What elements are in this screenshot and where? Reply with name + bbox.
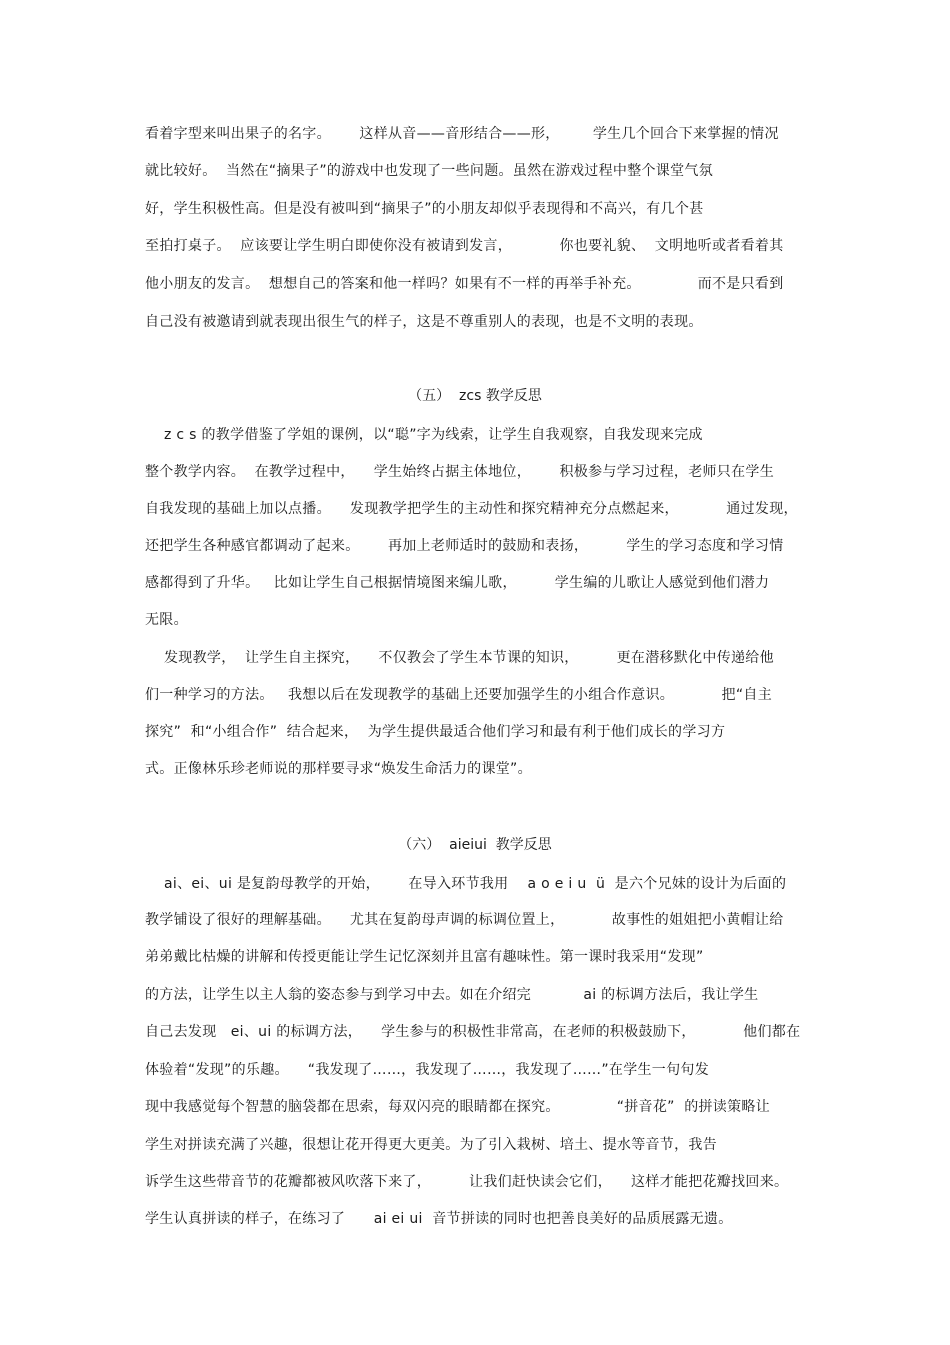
text-line: 还把学生各种感官都调动了起来。 再加上老师适时的鼓励和表扬， 学生的学习态度和学习情 <box>145 538 784 554</box>
text-line: 教学铺设了很好的理解基础。 尤其在复韵母声调的标调位置上， 故事性的姐姐把小黄帽让给 <box>145 912 784 928</box>
text-line: 就比较好。 当然在“摘果子”的游戏中也发现了一些问题。虽然在游戏过程中整个课堂气氛 <box>145 163 714 179</box>
text-line: 们一种学习的方法。 我想以后在发现教学的基础上还要加强学生的小组合作意识。 把“自主 <box>145 687 773 703</box>
text-line: 诉学生这些带音节的花瓣都被风吹落下来了， 让我们赶快读会它们， 这样才能把花瓣找回来。 <box>145 1174 789 1190</box>
text-line: 看着字型来叫出果子的名字。 这样从音——音形结合——形， 学生几个回合下来掌握的情况 <box>145 126 779 142</box>
section-heading-five: （五） zcs 教学反思 <box>408 388 542 404</box>
text-line: 自我发现的基础上加以点播。 发现教学把学生的主动性和探究精神充分点燃起来， 通过发现， <box>145 501 798 517</box>
text-line: 自己没有被邀请到就表现出很生气的样子，这是不尊重别人的表现，也是不文明的表现。 <box>145 314 703 330</box>
text-line: 他小朋友的发言。 想想自己的答案和他一样吗？如果有不一样的再举手补充。 而不是只看到 <box>145 276 784 292</box>
text-line: z c s 的教学借鉴了学姐的课例，以“聪”字为线索，让学生自我观察，自我发现来完成 <box>145 427 703 443</box>
text-line: 发现教学， 让学生自主探究， 不仅教会了学生本节课的知识， 更在潜移默化中传递给他 <box>145 650 774 666</box>
text-line: 无限。 <box>145 612 188 628</box>
text-line: ai、ei、ui 是复韵母教学的开始， 在导入环节我用 a o e i u ü 是六个兄妹的设计为后面的 <box>145 876 787 892</box>
section-heading-six: （六） aieiui 教学反思 <box>398 837 552 853</box>
text-line: 弟弟戴比枯燥的讲解和传授更能让学生记忆深刻并且富有趣味性。第一课时我采用“发现” <box>145 949 704 965</box>
text-line: 至拍打桌子。 应该要让学生明白即使你没有被请到发言， 你也要礼貌、 文明地听或者看着其 <box>145 238 784 254</box>
text-line: 学生对拼读充满了兴趣，很想让花开得更大更美。为了引入栽树、培土、提水等音节，我告 <box>145 1137 717 1153</box>
text-line: 好，学生积极性高。但是没有被叫到“摘果子”的小朋友却似乎表现得和不高兴，有几个甚 <box>145 201 704 217</box>
text-line: 自己去发现 ei、ui 的标调方法， 学生参与的积极性非常高，在老师的积极鼓励下， 他们都在 <box>145 1024 801 1040</box>
text-line: 式。正像林乐珍老师说的那样要寻求“焕发生命活力的课堂”。 <box>145 761 532 777</box>
text-line: 的方法，让学生以主人翁的姿态参与到学习中去。如在介绍完 ai 的标调方法后，我让学生 <box>145 987 759 1003</box>
text-line: 整个教学内容。 在教学过程中， 学生始终占据主体地位， 积极参与学习过程，老师只在学生 <box>145 464 774 480</box>
text-line: 探究” 和“小组合作” 结合起来， 为学生提供最适合他们学习和最有利于他们成长的学习方 <box>145 724 726 740</box>
text-line: 体验着“发现”的乐趣。 “我发现了……，我发现了……，我发现了……”在学生一句句发 <box>145 1062 710 1078</box>
text-line: 学生认真拼读的样子，在练习了 ai ei ui 音节拼读的同时也把善良美好的品质展露无遗。 <box>145 1211 733 1227</box>
text-line: 感都得到了升华。 比如让学生自己根据情境图来编儿歌， 学生编的儿歌让人感觉到他们潜力 <box>145 575 770 591</box>
text-line: 现中我感觉每个智慧的脑袋都在思索，每双闪亮的眼睛都在探究。 “拼音花” 的拼读策略让 <box>145 1099 771 1115</box>
